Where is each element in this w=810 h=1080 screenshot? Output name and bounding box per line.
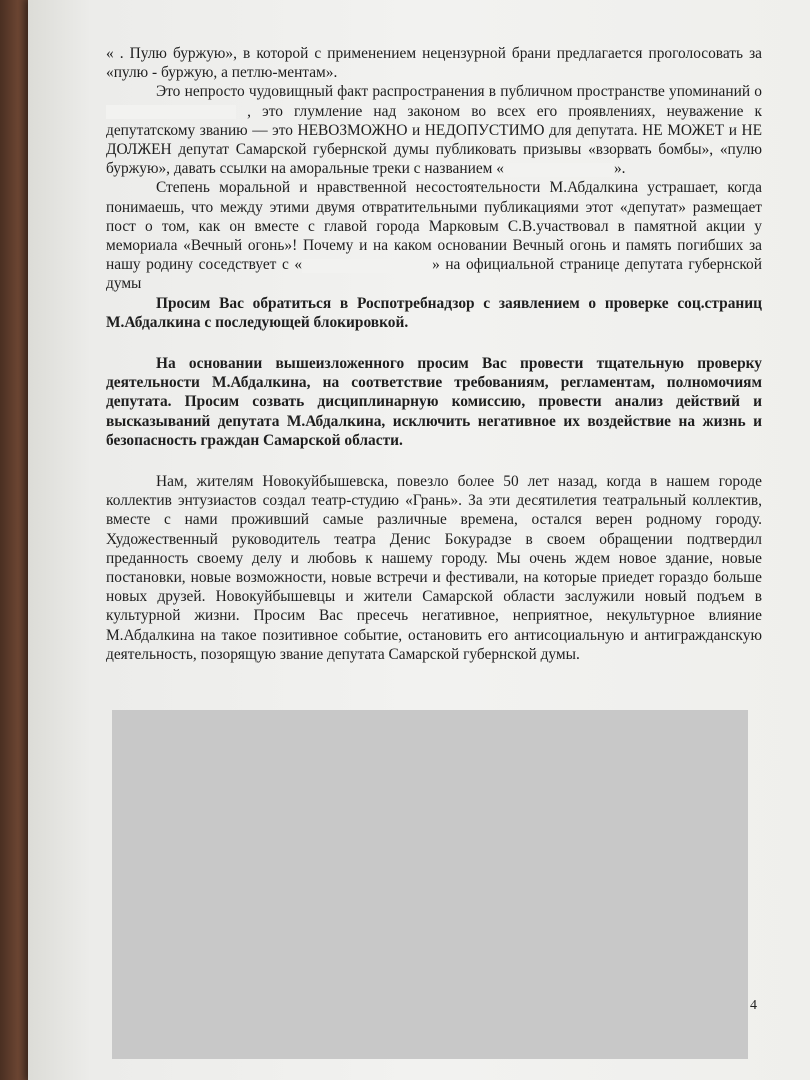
paragraph-request: На основании вышеизложенного просим Вас провести тщательную проверку деятельности М.Абдалкина, на соответствие требованиям, регламентам, полномочиям депутата. Просим созвать дисциплинарную комиссию, провести анализ действий и высказываний депутата М.Абдалкина, исключить негативное их воздействие на жизнь и безопасность граждан Самарской области.: [106, 355, 762, 449]
paragraph-moral: [106, 178, 762, 293]
paragraph-rospotrebnadzor: Просим Вас обратиться в Роспотребнадзор с заявлением о проверке соц.страниц М.Абдалкина с последующей блокировкой.: [106, 294, 762, 331]
paragraph-fact: [106, 82, 762, 178]
redacted-blank: [106, 105, 236, 119]
redacted-blank: [504, 163, 614, 177]
paragraph-fact-part-a: Это непросто чудовищный факт распространения в публичном пространстве упоминаний о: [156, 83, 762, 101]
spacer: [106, 450, 762, 472]
redacted-block: [112, 710, 748, 1059]
page-number: 4: [750, 998, 757, 1013]
paragraph-theatre: Нам, жителям Новокуйбышевска, повезло более 50 лет назад, когда в нашем городе коллектив энтузиастов создал театр-студию «Грань». За эти десятилетия театральный коллектив, вместе с нами проживший самые различные времена, остался верен родному городу. Художественный руководитель театра Денис Бокурадзе в своем обращении подтвердил преданность своему делу и любовь к нашему городу. Мы очень ждем новое здание, новые постановки, новые возможности, новые встречи и фестивали, на которые приедет гораздо больше новых друзей. Новокуйбышевцы и жители Самарской области заслужили новый подъем в культурной жизни. Просим Вас пресечь негативное, неприятное, некультурное влияние М.Абдалкина на такое позитивное событие, остановить его антисоциальную и антигражданскую деятельность, позорящую звание депутата Самарской губернской думы.: [106, 473, 762, 663]
redacted-blank: [302, 259, 432, 273]
paragraph-moral-part-b: » на официальной странице депутата губернской думы: [106, 256, 762, 293]
paragraph-fact-part-b: , это глумление над законом во всех его проявлениях, неуважение к депутатскому званию — это НЕВОЗМОЖНО и НЕДОПУСТИМО для депутата. НЕ МОЖЕТ и НЕ ДОЛЖЕН депутат Самарской губернской думы публиковать призывы «взорвать бомбы», «пулю буржую», давать ссылки на аморальные треки с названием «: [106, 102, 762, 178]
spacer: [106, 332, 762, 354]
document-text: [106, 44, 762, 664]
paragraph-intro: « . Пулю буржую», в которой с применением нецензурной брани предлагается проголосовать за «пулю - буржую, а петлю-ментам».: [106, 45, 762, 82]
paragraph-fact-part-c: ».: [613, 160, 626, 178]
paragraph-moral-part-a: Степень моральной и нравственной несостоятельности М.Абдалкина устрашает, когда понимаешь, что между этими двумя отвратительными публикациями этот «депутат» размещает пост о том, как он вместе с главой города Марковым С.В.участвовал в памятной акции у мемориала «Вечный огонь»! Почему и на каком основании Вечный огонь и память погибших за нашу родину соседствует с «: [106, 179, 762, 274]
